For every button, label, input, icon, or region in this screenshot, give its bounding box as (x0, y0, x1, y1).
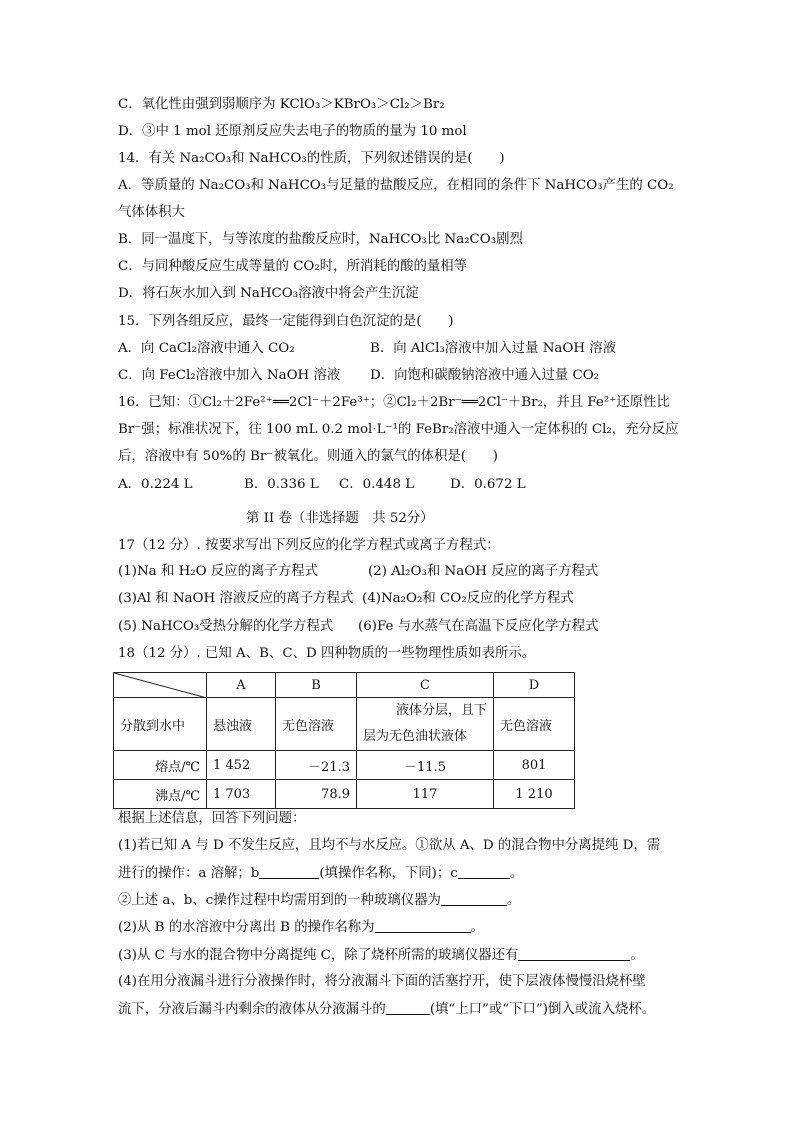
table-cell: 悬浊液 (207, 698, 276, 751)
q18-part-2 (118, 918, 484, 937)
table-header: B (276, 673, 357, 698)
text-span: 。 (506, 893, 521, 908)
q15-option-d: D．向饱和碳酸钠溶液中通入过量 CO₂ (370, 368, 600, 383)
q13-option-c: C．氧化性由强到弱顺序为 KClO₃＞KBrO₃＞Cl₂＞Br₂ (118, 97, 445, 112)
q14-option-c: C．与同种酸反应生成等量的 CO₂时，所消耗的酸的量相等 (118, 259, 468, 274)
table-cell: －21.3 (276, 751, 357, 780)
text-span: 。 (470, 920, 484, 935)
table-header-row (114, 673, 575, 698)
q16-option-b: B．0.336 L (244, 477, 319, 492)
q13-option-d: D．③中 1 mol 还原剂反应失去电子的物质的量为 10 mol (118, 124, 467, 139)
q18-part-4-cont (118, 1000, 655, 1019)
q17-part-1: (1)Na 和 H₂O 反应的离子方程式 (118, 564, 318, 579)
answer-blank[interactable] (259, 864, 319, 879)
q18-part-1-ops (118, 864, 523, 883)
table-row (114, 780, 575, 809)
q15-option-a: A．向 CaCl₂溶液中通入 CO₂ (118, 341, 295, 356)
answer-blank[interactable] (386, 1000, 430, 1015)
q16-option-d: D．0.672 L (450, 477, 526, 492)
table-cell: －11.5 (357, 751, 494, 780)
q16-option-c: C．0.448 L (339, 477, 415, 492)
row-label: 沸点/℃ (114, 780, 207, 809)
table-cell: 无色溶液 (494, 698, 575, 751)
text-span: ②上述 a、b、c操作过程中均需用到的一种玻璃仪器为 (118, 893, 441, 908)
table-header: D (494, 673, 575, 698)
row-label: 分散到水中 (114, 698, 207, 751)
diagonal-line (114, 673, 207, 698)
q18-intro: 根据上述信息，回答下列问题： (118, 811, 306, 826)
answer-blank[interactable] (518, 946, 630, 961)
answer-blank[interactable] (458, 864, 510, 879)
q17-stem: 17（12 分）. 按要求写出下列反应的化学方程式或离子方程式： (118, 538, 500, 553)
row-label: 熔点/℃ (114, 751, 207, 780)
table-cell: 1 452 (207, 751, 276, 780)
q17-part-6: (6)Fe 与水蒸气在高温下反应化学方程式 (358, 619, 599, 634)
q18-stem: 18（12 分）. 已知 A、B、C、D 四种物质的一些物理性质如表所示。 (118, 646, 536, 661)
q14-option-d: D．将石灰水加入到 NaHCO₃溶液中将会产生沉淀 (118, 286, 419, 301)
answer-blank[interactable] (375, 918, 471, 933)
q14-option-a: A．等质量的 Na₂CO₃和 NaHCO₃与足量的盐酸反应，在相同的条件下 NaHCO₃产生的 CO₂ (118, 178, 674, 193)
q16-option-a: A．0.224 L (118, 477, 193, 492)
table-header: C (357, 673, 494, 698)
q15-stem: 15．下列各组反应，最终一定能得到白色沉淀的是( ) (118, 314, 454, 329)
answer-blank[interactable] (441, 891, 507, 906)
table-row (114, 698, 575, 751)
text-span: 流下，分液后漏斗内剩余的液体从分液漏斗的 (118, 1002, 386, 1017)
table-header: A (207, 673, 276, 698)
table-cell: 78.9 (276, 780, 357, 809)
text-span: 进行的操作：a 溶解；b (118, 866, 260, 881)
table-cell: 1 703 (207, 780, 276, 809)
q15-option-b: B．向 AlCl₃溶液中加入过量 NaOH 溶液 (370, 341, 617, 356)
q18-part-3 (118, 946, 644, 965)
q16-stem-1: 16．已知：①Cl₂＋2Fe²⁺══2Cl⁻＋2Fe³⁺；②Cl₂＋2Br⁻══2Cl⁻＋Br₂，并且 Fe²⁺还原性比 (118, 395, 670, 410)
q18-part-4: (4)在用分液漏斗进行分液操作时，将分液漏斗下面的活塞拧开，使下层液体慢慢沿烧杯壁 (118, 974, 646, 989)
q17-part-5: (5) NaHCO₃受热分解的化学方程式 (118, 619, 334, 634)
table-corner-cell (114, 673, 207, 698)
table-cell: 1 210 (494, 780, 575, 809)
q15-option-c: C．向 FeCl₂溶液中加入 NaOH 溶液 (118, 368, 341, 383)
cell-line: 层为无色油状液体 (363, 729, 468, 744)
q14-stem: 14．有关 Na₂CO₃和 NaHCO₃的性质，下列叙述错误的是( ) (118, 151, 505, 166)
text-span: 。 (630, 948, 644, 963)
text-span: (填“上口”或“下口”)倒入或流入烧杯。 (429, 1002, 656, 1017)
table-row (114, 751, 575, 780)
properties-table (113, 672, 575, 809)
q17-part-4: (4)Na₂O₂和 CO₂反应的化学方程式 (362, 591, 574, 606)
q17-part-2: (2) Al₂O₃和 NaOH 反应的离子方程式 (368, 564, 599, 579)
table-cell: 801 (494, 751, 575, 780)
text-span: (2)从 B 的水溶液中分离出 B 的操作名称为 (118, 920, 375, 935)
text-span: (3)从 C 与水的混合物中分离提纯 C，除了烧杯所需的玻璃仪器还有 (118, 948, 519, 963)
q14-option-a-cont: 气体体积大 (118, 205, 185, 220)
section-2-heading: 第 II 卷（非选择题 共 52分） (246, 511, 434, 526)
q17-part-3: (3)Al 和 NaOH 溶液反应的离子方程式 (118, 591, 354, 606)
text-span: 。 (509, 866, 524, 881)
q16-stem-2: Br⁻强；标准状况下，往 100 mL 0.2 mol·L⁻¹的 FeBr₂溶液中通入一定体积的 Cl₂，充分反应 (118, 422, 679, 437)
q16-stem-3: 后，溶液中有 50%的 Br⁻被氧化。则通入的氯气的体积是( ) (118, 449, 499, 464)
cell-line: 液体分层，且下 (395, 703, 487, 718)
table-cell: 无色溶液 (276, 698, 357, 751)
q14-option-b: B．同一温度下，与等浓度的盐酸反应时，NaHCO₃比 Na₂CO₃剧烈 (118, 232, 523, 247)
q18-part-1: (1)若已知 A 与 D 不发生反应，且均不与水反应。①欲从 A、D 的混合物中分离提纯 D，需 (118, 838, 661, 853)
table-cell: 117 (357, 780, 494, 809)
text-span: (填操作名称，下同)；c (319, 866, 458, 881)
q18-part-1-b (118, 891, 520, 910)
table-cell (357, 698, 494, 751)
